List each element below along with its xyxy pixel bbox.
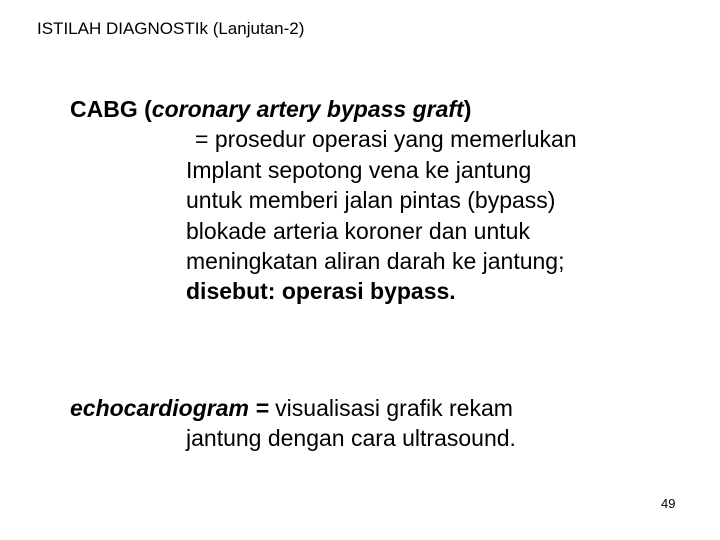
echo-def-1: visualisasi grafik rekam xyxy=(275,395,513,421)
echo-definition xyxy=(70,393,516,454)
cabg-line-3: untuk memberi jalan pintas (bypass) xyxy=(186,187,556,214)
cabg-full-coronary: coronary xyxy=(151,96,251,122)
echo-term: echocardiogram = xyxy=(70,395,276,421)
slide-header: ISTILAH DIAGNOSTIk (Lanjutan-2) xyxy=(37,19,305,38)
echo-def-2: jantung dengan cara ultrasound. xyxy=(186,425,516,452)
echo-line-1 xyxy=(70,393,516,423)
cabg-term xyxy=(70,94,577,124)
cabg-abbr: CABG ( xyxy=(70,96,152,122)
cabg-line-5: meningkatan aliran darah ke jantung; xyxy=(186,248,565,275)
cabg-full-rest: artery bypass graft xyxy=(250,96,464,122)
cabg-line-2: Implant sepotong vena ke jantung xyxy=(186,156,532,183)
cabg-line-1: = prosedur operasi yang memerlukan xyxy=(195,126,577,153)
cabg-close-paren: ) xyxy=(463,96,472,122)
page-number: 49 xyxy=(661,496,676,511)
cabg-line-4: blokade arteria koroner dan untuk xyxy=(186,217,530,244)
cabg-definition xyxy=(70,94,577,307)
cabg-line-last: disebut: operasi bypass. xyxy=(186,278,456,305)
